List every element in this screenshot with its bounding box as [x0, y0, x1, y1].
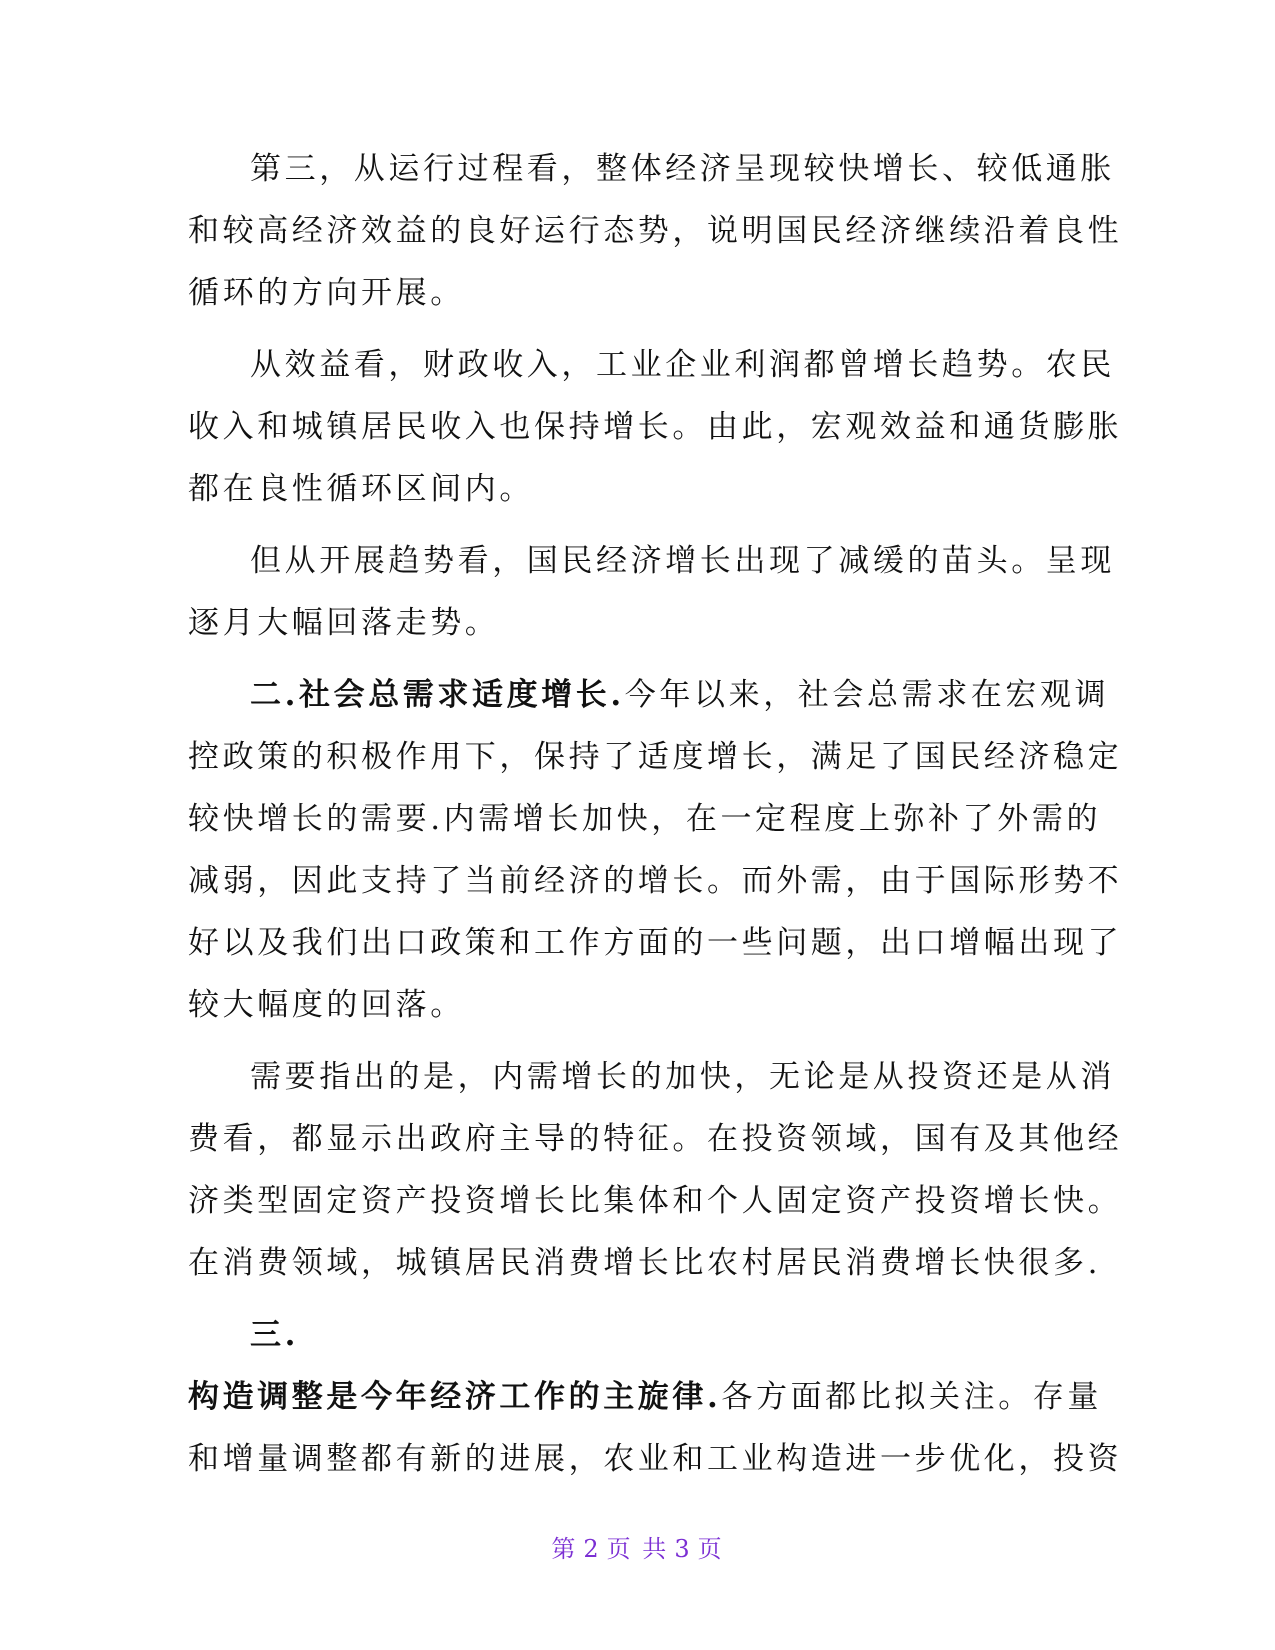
text-line: 济类型固定资产投资增长比集体和个人固定资产投资增长快。: [188, 1183, 1123, 1219]
text-span: 今年以来，社会总需求在宏观调: [624, 677, 1110, 713]
page-footer: [0, 1529, 1275, 1564]
footer-mid: 页 共: [606, 1535, 669, 1563]
footer-page-number: 2: [583, 1535, 601, 1563]
text-line: 减弱，因此支持了当前经济的增长。而外需，由于国际形势不: [188, 863, 1123, 899]
text-line: 但从开展趋势看，国民经济增长出现了减缓的苗头。呈现: [250, 543, 1115, 579]
text-line: 收入和城镇居民收入也保持增长。由此，宏观效益和通货膨胀: [188, 409, 1123, 445]
text-line: 较大幅度的回落。: [188, 987, 465, 1023]
section-heading: 三.: [250, 1317, 299, 1353]
text-line: 从效益看，财政收入，工业企业利润都曾增长趋势。农民: [250, 347, 1115, 383]
text-line: 和增量调整都有新的进展，农业和工业构造进一步优化，投资: [188, 1441, 1123, 1477]
paragraph: [188, 138, 1123, 324]
text-line: [188, 1366, 1103, 1428]
section-heading: 二.社会总需求适度增长.: [250, 677, 625, 713]
paragraph: [188, 1304, 1123, 1490]
paragraph: [188, 1046, 1123, 1294]
text-line: 循环的方向开展。: [188, 275, 465, 311]
footer-total-pages: 3: [674, 1535, 692, 1563]
section-heading: 构造调整是今年经济工作的主旋律.: [188, 1379, 722, 1415]
paragraph: [188, 334, 1123, 520]
text-line: 好以及我们出口政策和工作方面的一些问题，出口增幅出现了: [188, 925, 1123, 961]
document-body: [188, 138, 1123, 1490]
text-line: [188, 1304, 1083, 1366]
paragraph: [188, 530, 1115, 654]
text-line: 都在良性循环区间内。: [188, 471, 534, 507]
text-line: 第三，从运行过程看，整体经济呈现较快增长、较低通胀: [250, 151, 1115, 187]
footer-prefix: 第: [551, 1535, 578, 1563]
text-line: 和较高经济效益的良好运行态势，说明国民经济继续沿着良性: [188, 213, 1123, 249]
text-line: [188, 664, 1110, 726]
text-line: 逐月大幅回落走势。: [188, 605, 500, 641]
text-line: 控政策的积极作用下，保持了适度增长，满足了国民经济稳定: [188, 739, 1123, 775]
text-line: 在消费领域，城镇居民消费增长比农村居民消费增长快很多.: [188, 1245, 1102, 1281]
text-line: 费看，都显示出政府主导的特征。在投资领域，国有及其他经: [188, 1121, 1123, 1157]
paragraph: [188, 664, 1123, 1036]
footer-suffix: 页: [697, 1535, 724, 1563]
text-line: 需要指出的是，内需增长的加快，无论是从投资还是从消: [250, 1059, 1115, 1095]
text-span: 各方面都比拟关注。存量: [721, 1379, 1103, 1415]
text-line: 较快增长的需要.内需增长加快，在一定程度上弥补了外需的: [188, 801, 1102, 837]
